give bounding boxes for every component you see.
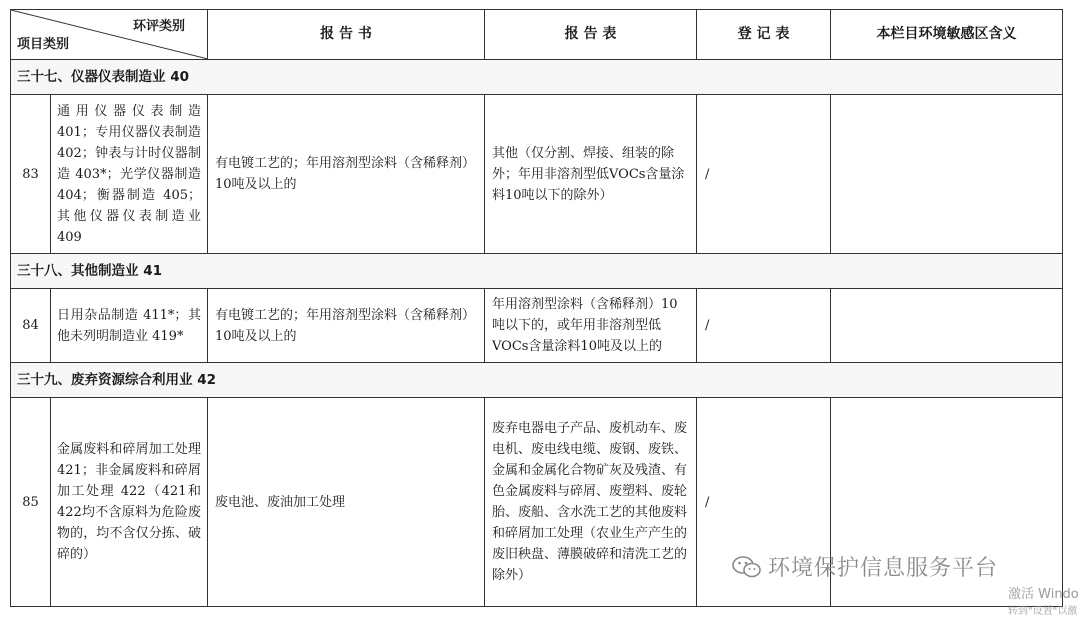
watermark-text: 环境保护信息服务平台 — [768, 556, 999, 581]
column-header-sensitive-area: 本栏目环境敏感区含义 — [831, 10, 1063, 60]
register-criteria: / — [697, 289, 831, 363]
section-title: 三十七、仪器仪表制造业 40 — [11, 60, 1063, 95]
section-title: 三十八、其他制造业 41 — [11, 254, 1063, 289]
industry-category: 通用仪器仪表制造 401；专用仪器仪表制造 402；钟表与计时仪器制造 403*；光学仪器制造 404；衡器制造 405；其他仪器仪表制造业 409 — [51, 95, 208, 254]
corner-top-label: 环评类别 — [132, 19, 185, 34]
wechat-icon — [732, 555, 762, 579]
table-header-row — [11, 10, 1063, 60]
platform-watermark — [732, 551, 998, 582]
column-header-register: 登 记 表 — [697, 10, 831, 60]
section-title: 三十九、废弃资源综合利用业 42 — [11, 363, 1063, 398]
eia-classification-table — [10, 9, 1063, 607]
table-row — [11, 289, 1063, 363]
industry-category: 金属废料和碎屑加工处理 421；非金属废料和碎屑加工处理 422（421和422均不含原料为危险废物的，均不含仅分拣、破碎的） — [51, 398, 208, 607]
section-row — [11, 363, 1063, 398]
report-book-criteria: 有电镀工艺的；年用溶剂型涂料（含稀释剂）10吨及以上的 — [208, 95, 485, 254]
register-criteria: / — [697, 95, 831, 254]
activate-windows-hint: 转到"设置"以激 — [1008, 606, 1078, 617]
sensitive-area-definition — [831, 95, 1063, 254]
column-header-report-form: 报 告 表 — [485, 10, 697, 60]
section-row — [11, 254, 1063, 289]
row-number: 83 — [11, 95, 51, 254]
table-row — [11, 95, 1063, 254]
column-header-report-book: 报 告 书 — [208, 10, 485, 60]
report-form-criteria: 其他（仅分割、焊接、组装的除外；年用非溶剂型低VOCs含量涂料10吨以下的除外） — [485, 95, 697, 254]
sensitive-area-definition — [831, 289, 1063, 363]
section-row — [11, 60, 1063, 95]
report-form-criteria: 年用溶剂型涂料（含稀释剂）10吨以下的，或年用非溶剂型低VOCs含量涂料10吨及以上的 — [485, 289, 697, 363]
row-number: 84 — [11, 289, 51, 363]
register-criteria: / — [697, 398, 831, 607]
activate-windows-notice: 激活 Windo — [1008, 587, 1079, 602]
row-number: 85 — [11, 398, 51, 607]
report-book-criteria: 有电镀工艺的；年用溶剂型涂料（含稀释剂）10吨及以上的 — [208, 289, 485, 363]
corner-bottom-label: 项目类别 — [17, 37, 70, 52]
industry-category: 日用杂品制造 411*；其他未列明制造业 419* — [51, 289, 208, 363]
corner-header-cell — [11, 10, 208, 60]
report-book-criteria: 废电池、废油加工处理 — [208, 398, 485, 607]
report-form-criteria: 废弃电器电子产品、废机动车、废电机、废电线电缆、废钢、废铁、金属和金属化合物矿灰及残渣、有色金属废料与碎屑、废塑料、废轮胎、废船、含水洗工艺的其他废料和碎屑加工处理（农业生产产生的废旧秧盘、薄膜破碎和清洗工艺的除外） — [485, 398, 697, 607]
